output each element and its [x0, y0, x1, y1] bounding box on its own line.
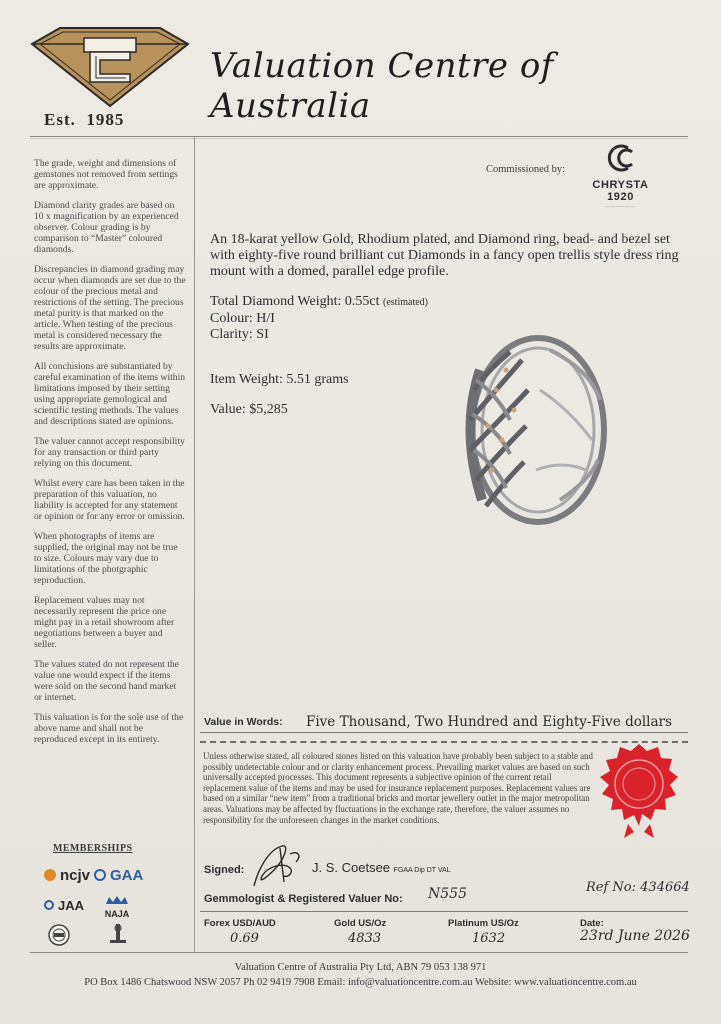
- memberships-heading: MEMBERSHIPS: [53, 843, 133, 854]
- naja-logo: NAJA: [102, 892, 132, 919]
- diamond-specs: [210, 294, 428, 343]
- terms-paragraph: The grade, weight and dimensions of gemstones not removed from settings are approximate.: [34, 158, 178, 191]
- header-divider-shadow: [30, 138, 688, 139]
- item-description: An 18-karat yellow Gold, Rhodium plated, and Diamond ring, bead- and bezel set with eighty-five round brilliant cut Diamonds in a fancy open trellis style dress ring mount with a domed, parallel edge profile.: [210, 232, 679, 279]
- ring-photo: [440, 330, 615, 530]
- terms-paragraph: Replacement values may not necessarily represent the price one might pay in a retail showroom after negotiations between a buyer and seller.: [34, 595, 175, 650]
- footer-company-line: Valuation Centre of Australia Pty Ltd, ABN 79 053 138 971: [234, 962, 487, 973]
- jaa-mark-icon: [44, 900, 54, 910]
- signature-divider: [200, 911, 688, 912]
- platinum-label: Platinum US/Oz: [448, 918, 519, 929]
- footer-divider: [30, 952, 688, 953]
- footer-contact-line: PO Box 1486 Chatswood NSW 2057 Ph 02 9419 7908 Email: info@valuationcentre.com.au Website: www.valuationcentre.com.au: [84, 977, 637, 988]
- terms-paragraph: Whilst every care has been taken in the preparation of this valuation, no liability is accepted for any statement or opinion or for any error or omission.: [34, 478, 185, 522]
- signer-name: J. S. Coetsee: [312, 860, 391, 875]
- date-value: 23rd June 2026: [580, 928, 690, 944]
- gia-seal-icon: [48, 924, 70, 951]
- sidebar-divider: [194, 137, 195, 952]
- value-in-words-label: Value in Words:: [204, 716, 283, 728]
- red-wax-seal-icon: [598, 742, 680, 840]
- platinum-value: 1632: [472, 931, 506, 946]
- valuer-number: N555: [428, 886, 467, 902]
- terms-sidebar: [34, 158, 186, 754]
- terms-paragraph: All conclusions are substantiated by careful examination of the items within limitations imposed by their setting using appropriate gemological and scientific testing methods. The values and descriptions stated are opinions.: [34, 361, 186, 427]
- gaa-logo: GAA: [94, 866, 143, 884]
- colour-row: Colour: H/I: [210, 311, 275, 326]
- gaa-mark-icon: [94, 869, 106, 881]
- value-in-words: Five Thousand, Two Hundred and Eighty-Five dollars: [306, 714, 672, 730]
- association-crest-icon: [106, 922, 130, 951]
- client-logo: [578, 142, 663, 208]
- market-disclaimer: Unless otherwise stated, all coloured stones listed on this valuation have probably been subject to a stable and possibly undetectable colour and or clarity enhancement process. Prevailing market values are based on such universally accepted processes. This document represents a subjective opinion of the current retail replacement value of the items and may be used for insurance replacement purposes. Replacement values are based on a similar “new item” from a traditional bricks and mortar jewellery outlet in the major metropolitan areas. Valuations may be affected by fluctuations in the exchange rate, therefore, the valuer assumes no responsibility for the unforeseen changes in the market conditions.: [203, 751, 593, 825]
- terms-paragraph: The valuer cannot accept responsibility for any transaction or third party relying on this document.: [34, 436, 185, 469]
- clarity-row: Clarity: SI: [210, 327, 269, 342]
- words-divider: [200, 732, 688, 733]
- date-label: Date:: [580, 918, 604, 929]
- jaa-logo: JAA: [44, 896, 84, 914]
- total-diamond-weight-row: Total Diamond Weight: 0.55ct (estimated): [210, 294, 428, 309]
- forex-value: 0.69: [230, 931, 259, 946]
- ring-icon: [440, 330, 615, 530]
- item-weight-row: Item Weight: 5.51 grams: [210, 372, 349, 387]
- ncjv-mark-icon: [44, 869, 56, 881]
- company-title: Valuation Centre of Australia: [210, 46, 554, 126]
- terms-paragraph: This valuation is for the sole use of the above name and shall not be reproduced except in its entirety.: [34, 712, 184, 745]
- diamond-logo-icon: [30, 26, 190, 110]
- chrysta-monogram-icon: [604, 142, 638, 174]
- signed-label: Signed:: [204, 864, 245, 876]
- gemmologist-label: Gemmologist & Registered Valuer No:: [204, 893, 403, 905]
- terms-paragraph: When photographs of items are supplied, the original may not be true to size. Colours may vary due to limitations of the photgraphic reproduction.: [34, 531, 178, 586]
- header-divider: [30, 136, 688, 137]
- client-name: CHRYSTA 1920: [592, 179, 649, 203]
- handwritten-signature-icon: [244, 840, 314, 894]
- terms-paragraph: Diamond clarity grades are based on 10 x magnification by an experienced observer. Colour grading is by comparison to “Master” coloured diamonds.: [34, 200, 179, 255]
- client-subline: ——————: [605, 203, 636, 208]
- terms-paragraph: Discrepancies in diamond grading may occur when diamonds are set due to the colour of the precious metal and restrictions of the setting. The precious metal purity is that marked on the article. When testing of the precious metal is considered necessary the results are approximate.: [34, 264, 186, 352]
- signer-qualifications: FGAA Dip DT VAL: [393, 867, 451, 874]
- naja-crown-icon: [104, 895, 130, 905]
- commissioned-label: Commissioned by:: [486, 164, 566, 175]
- established-label: Est. 1985: [44, 110, 125, 129]
- item-value-row: Value: $5,285: [210, 402, 288, 417]
- forex-label: Forex USD/AUD: [204, 918, 276, 929]
- ncjv-logo: ncjv: [44, 866, 90, 884]
- gold-label: Gold US/Oz: [334, 918, 387, 929]
- gold-value: 4833: [348, 931, 382, 946]
- reference-number: Ref No: 434664: [586, 880, 690, 895]
- terms-paragraph: The values stated do not represent the value one would expect if the items were sold on the second hand market or internet.: [34, 659, 179, 703]
- signer-name-row: [312, 860, 451, 875]
